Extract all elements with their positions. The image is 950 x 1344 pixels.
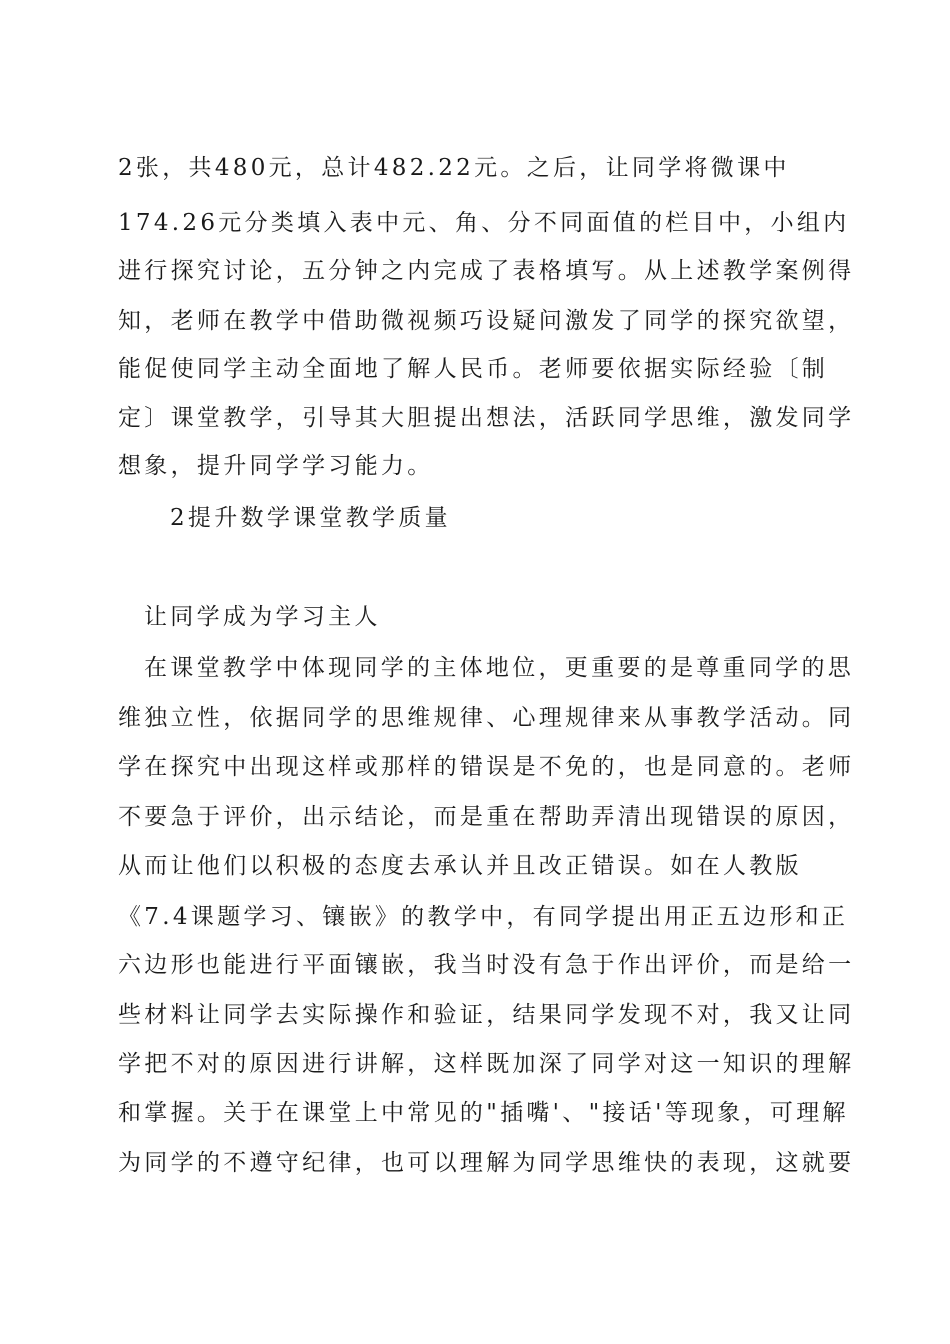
paragraph-line: 知，老师在教学中借助微视频巧设疑问激发了同学的探究欲望，: [118, 308, 855, 334]
paragraph-line: 在课堂教学中体现同学的主体地位，更重要的是尊重同学的思: [144, 655, 855, 681]
paragraph-line: 进行探究讨论，五分钟之内完成了表格填写。从上述教学案例得: [118, 258, 855, 284]
paragraph-line: 能促使同学主动全面地了解人民币。老师要依据实际经验〔制: [118, 356, 829, 382]
section-heading: 2提升数学课堂教学质量: [170, 505, 451, 531]
paragraph-line: 不要急于评价，出示结论，而是重在帮助弄清出现错误的原因，: [118, 804, 855, 830]
paragraph-line: 想象，提升同学学习能力。: [118, 453, 434, 479]
paragraph-line: 些材料让同学去实际操作和验证，结果同学发现不对，我又让同: [118, 1002, 855, 1028]
paragraph-line: 2张，共480元，总计482.22元。之后，让同学将微课中: [118, 155, 790, 181]
paragraph-line: 学在探究中出现这样或那样的错误是不免的，也是同意的。老师: [118, 754, 855, 780]
paragraph-line: 学把不对的原因进行讲解，这样既加深了同学对这一知识的理解: [118, 1051, 855, 1077]
paragraph-line: 从而让他们以积极的态度去承认并且改正错误。如在人教版: [118, 853, 802, 879]
paragraph-line: 六边形也能进行平面镶嵌，我当时没有急于作出评价，而是给一: [118, 952, 855, 978]
paragraph-line: 174.26元分类填入表中元、角、分不同面值的栏目中，小组内: [118, 210, 850, 236]
paragraph-line: 维独立性，依据同学的思维规律、心理规律来从事教学活动。同: [118, 705, 855, 731]
paragraph-line: 和掌握。关于在课堂上中常见的"插嘴'、"接话'等现象，可理解: [118, 1100, 849, 1126]
paragraph-line: 为同学的不遵守纪律，也可以理解为同学思维快的表现，这就要: [118, 1150, 855, 1176]
section-subheading: 让同学成为学习主人: [144, 604, 381, 630]
paragraph-line: 《7.4课题学习、镶嵌》的教学中，有同学提出用正五边形和正: [118, 904, 849, 930]
paragraph-line: 定〕课堂教学，引导其大胆提出想法，活跃同学思维，激发同学: [118, 405, 855, 431]
